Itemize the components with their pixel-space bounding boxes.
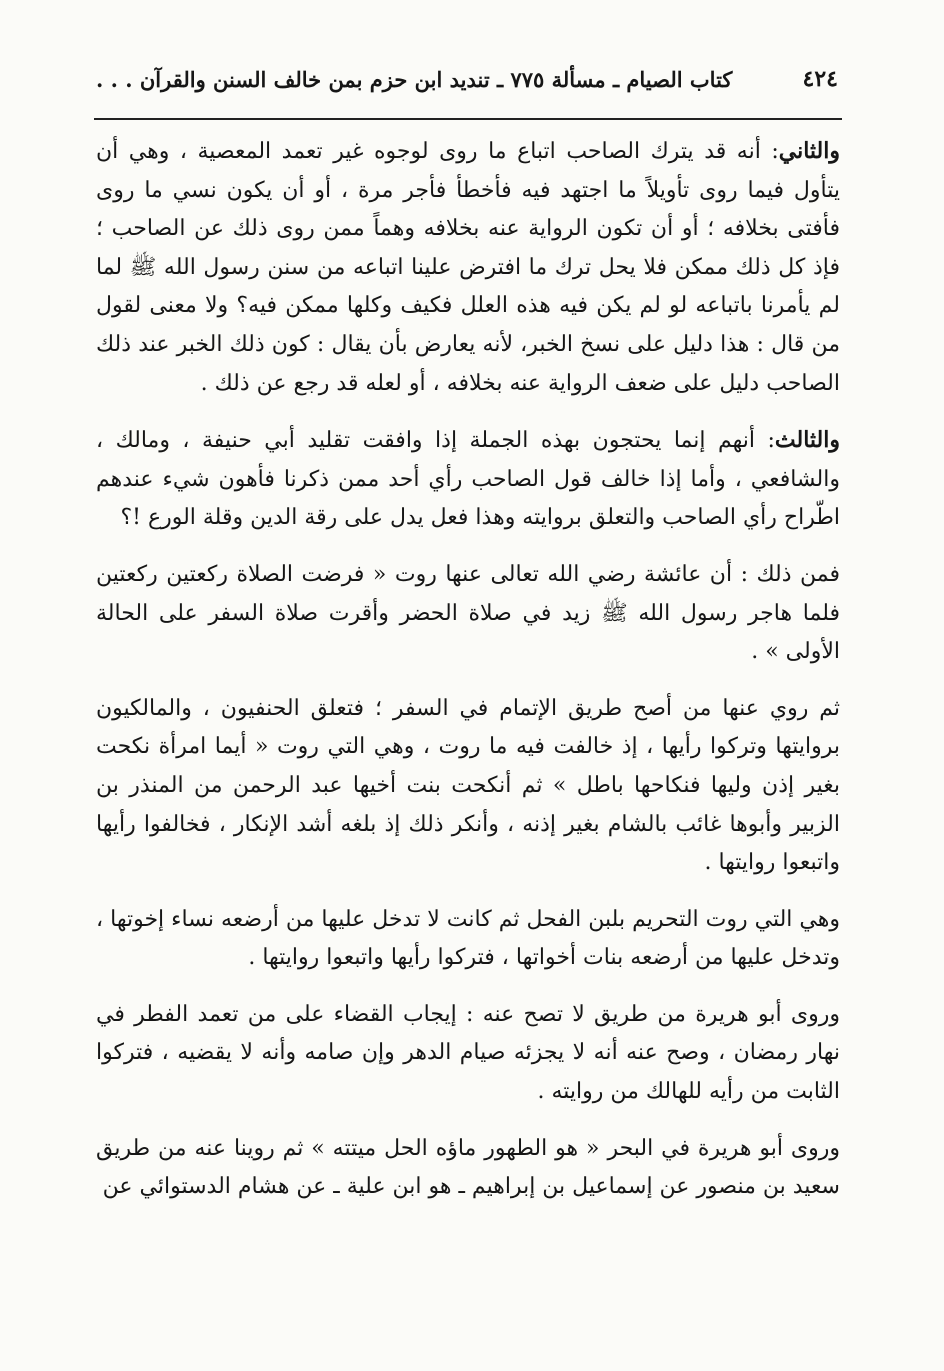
paragraph-text: وهي التي روت التحريم بلبن الفحل ثم كانت لا تدخل عليها من أرضعه نساء إخوتها ، وتدخل عليها من أرضعه بنات أخواتها ، فتركوا رأيها واتبعوا روايتها . [96, 906, 840, 971]
paragraph-text: : أنه قد يترك الصاحب اتباع ما روى لوجوه غير تعمد المعصية ، وهي أن يتأول فيما روى تأويلاً ما اجتهد فيه فأخطأ فأجر مرة ، أو أن يكون نسي ما روى فأفتى بخلافه ؛ أو أن تكون الرواية عنه بخلافه وهماً ممن روى ذلك عن الصاحب ؛ فإذ كل ذلك ممكن فلا يحل ترك ما افترض علينا اتباعه من سنن رسول الله ﷺ لما لم يأمرنا باتباعه لو لم يكن فيه هذه العلل فكيف وكلها ممكن فيه؟ ولا معنى لقول من قال : هذا دليل على نسخ الخبر، لأنه يعارض بأن يقال : كون ذلك الخبر عند ذلك الصاحب دليل على ضعف الرواية عنه بخلافه ، أو لعله قد رجع عن ذلك . [96, 139, 840, 396]
paragraph-text: : أنهم إنما يحتجون بهذه الجملة إذا وافقت تقليد أبي حنيفة ، ومالك ، والشافعي ، وأما إذا خالف قول الصاحب رأي أحد ممن ذكرنا فأهون شيء عندهم اطّراح رأي الصاحب والتعلق بروايته وهذا فعل يدل على رقة الدين وقلة الورع !؟ [96, 428, 840, 531]
body-text [96, 132, 840, 1225]
paragraph-abu-hurayra-sea [96, 1130, 840, 1207]
paragraph-aisha-prayer [96, 556, 840, 672]
paragraph-text: وروى أبو هريرة من طريق لا تصح عنه : إيجاب القضاء على من تعمد الفطر في نهار رمضان ، وصح عنه أنه لا يجزئه صيام الدهر وإن صامه وأنه لا يقضيه ، فتركوا الثابت من رأيه للهالك من روايته . [96, 1001, 840, 1105]
paragraph-text: وروى أبو هريرة في البحر « هو الطهور ماؤه الحل ميتته » ثم روينا عنه من طريق سعيد بن منصور عن إسماعيل بن إبراهيم ـ هو ابن علية ـ عن هشام الدستوائي عن [96, 1135, 840, 1200]
paragraph-milk-kinship [96, 901, 840, 978]
paragraph-third-point [96, 421, 840, 538]
paragraph-lead: والثالث [774, 427, 840, 454]
page-header [96, 58, 838, 100]
page-number: ٤٢٤ [802, 66, 838, 92]
running-title: كتاب الصيام ـ مسألة ٧٧٥ ـ تنديد ابن حزم بمن خالف السنن والقرآن . . . [96, 66, 733, 92]
paragraph-text: ثم روي عنها من أصح طريق الإتمام في السفر ؛ فتعلق الحنفيون ، والمالكيون بروايتها وتركوا رأيها ، إذ خالفت فيه ما روت ، وهي التي روت « أيما امرأة نكحت بغير إذن وليها فنكاحها باطل » ثم أنكحت بنت أخيها عبد الرحمن من المنذر بن الزبير وأبوها غائب بالشام بغير إذنه ، وأنكر ذلك إذ بلغه أشد الإنكار ، فخالفوا رأيها واتبعوا روايتها . [96, 695, 840, 876]
paragraph-text: فمن ذلك : أن عائشة رضي الله تعالى عنها روت « فرضت الصلاة ركعتين ركعتين فلما هاجر رسول الله ﷺ زيد في صلاة الحضر وأقرت صلاة السفر على الحالة الأولى » . [96, 561, 840, 665]
paragraph-aisha-travel [96, 690, 840, 883]
paragraph-abu-hurayra-fast [96, 996, 840, 1112]
paragraph-lead: والثاني [778, 138, 840, 164]
paragraph-second-point [96, 132, 840, 403]
header-rule [94, 118, 842, 120]
